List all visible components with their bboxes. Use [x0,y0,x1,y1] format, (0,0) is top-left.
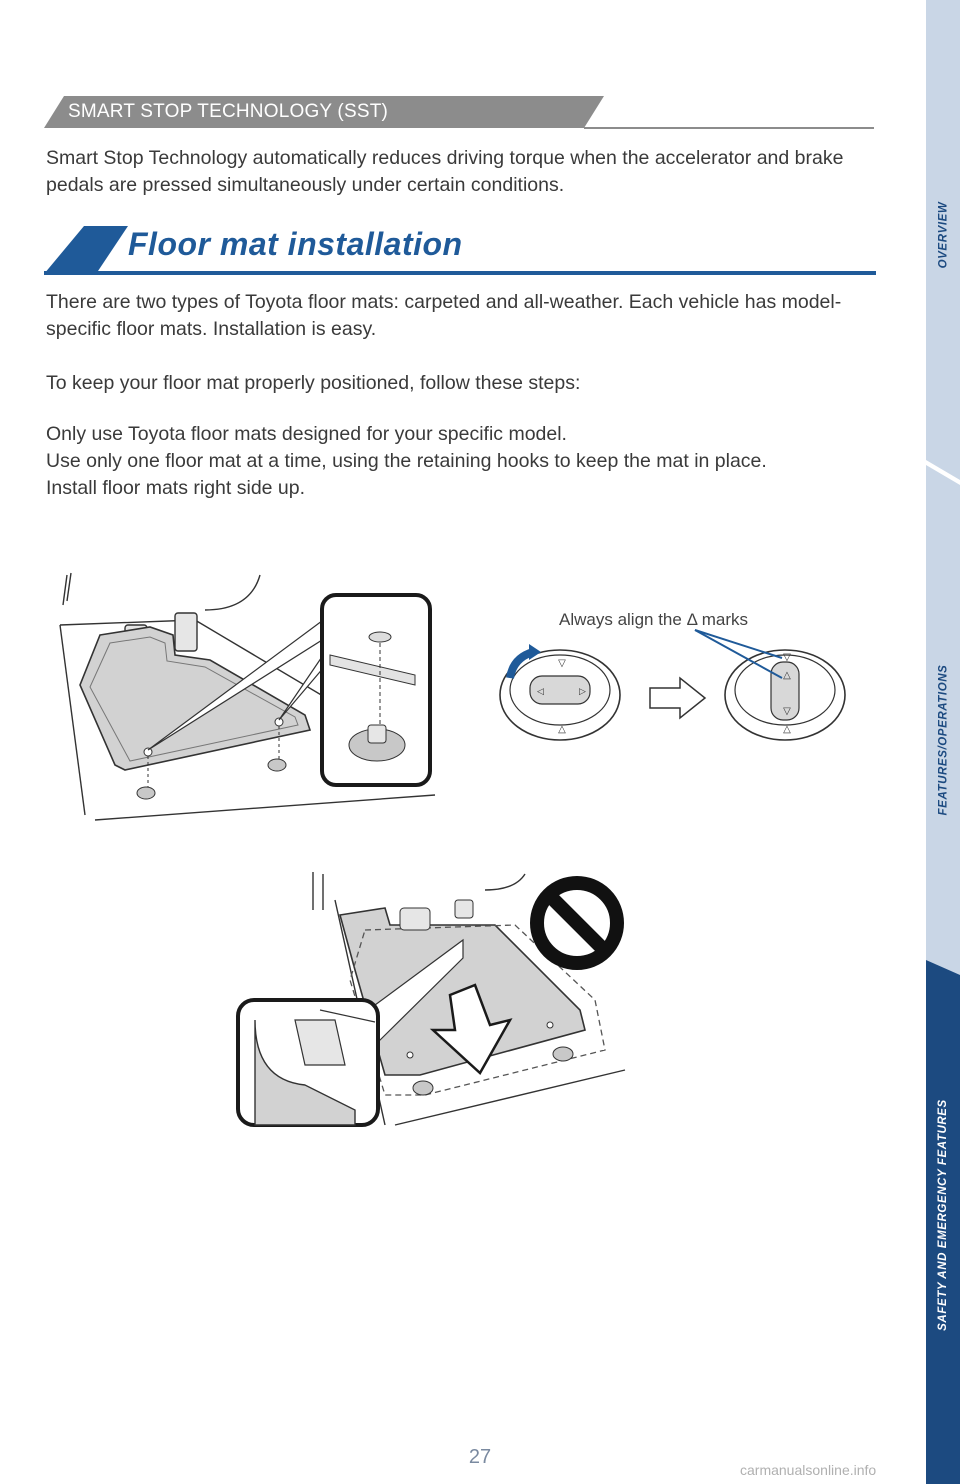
hook-alignment-illustration [495,640,855,750]
sidebar-tab-features[interactable]: FEATURES/OPERATIONS [937,664,949,816]
svg-text:▽: ▽ [558,658,566,669]
svg-text:△: △ [783,724,791,735]
section-title: Floor mat installation [128,226,463,262]
align-marks-callout: Always align the Δ marks [559,610,748,629]
paragraph-steps-intro: To keep your floor mat properly positioned, follow these steps: [46,372,581,394]
step-3: Install floor mats right side up. [46,477,306,499]
svg-text:▷: ▷ [579,686,586,696]
chapter-sidebar [926,0,960,1484]
prohibited-icon [527,873,627,973]
page-number: 27 [468,1446,492,1468]
sidebar-tab-overview[interactable]: OVERVIEW [937,201,949,269]
svg-text:△: △ [558,724,566,735]
svg-text:◁: ◁ [537,686,544,696]
floor-mat-hook-illustration [55,565,445,830]
svg-text:▽: ▽ [783,706,791,717]
sidebar-tab-safety[interactable]: SAFETY AND EMERGENCY FEATURES [937,1099,950,1331]
intro-paragraph: Smart Stop Technology automatically reduces driving torque when the accelerator and brake pedals are pressed simultaneously under certain conditions. [46,147,844,196]
callout-leader-lines [690,628,800,688]
svg-text:▽: ▽ [783,652,791,663]
step-1: Only use Toyota floor mats designed for your specific model. [46,423,567,445]
watermark: carmanualsonline.info [740,1462,877,1478]
paragraph-mat-types: There are two types of Toyota floor mats: carpeted and all-weather. Each vehicle has model-specific floor mats. Installation is easy. [46,291,842,340]
svg-text:△: △ [783,670,791,681]
step-2: Use only one floor mat at a time, using the retaining hooks to keep the mat in place. [46,450,767,472]
section-tab-label: SMART STOP TECHNOLOGY (SST) [68,101,389,122]
